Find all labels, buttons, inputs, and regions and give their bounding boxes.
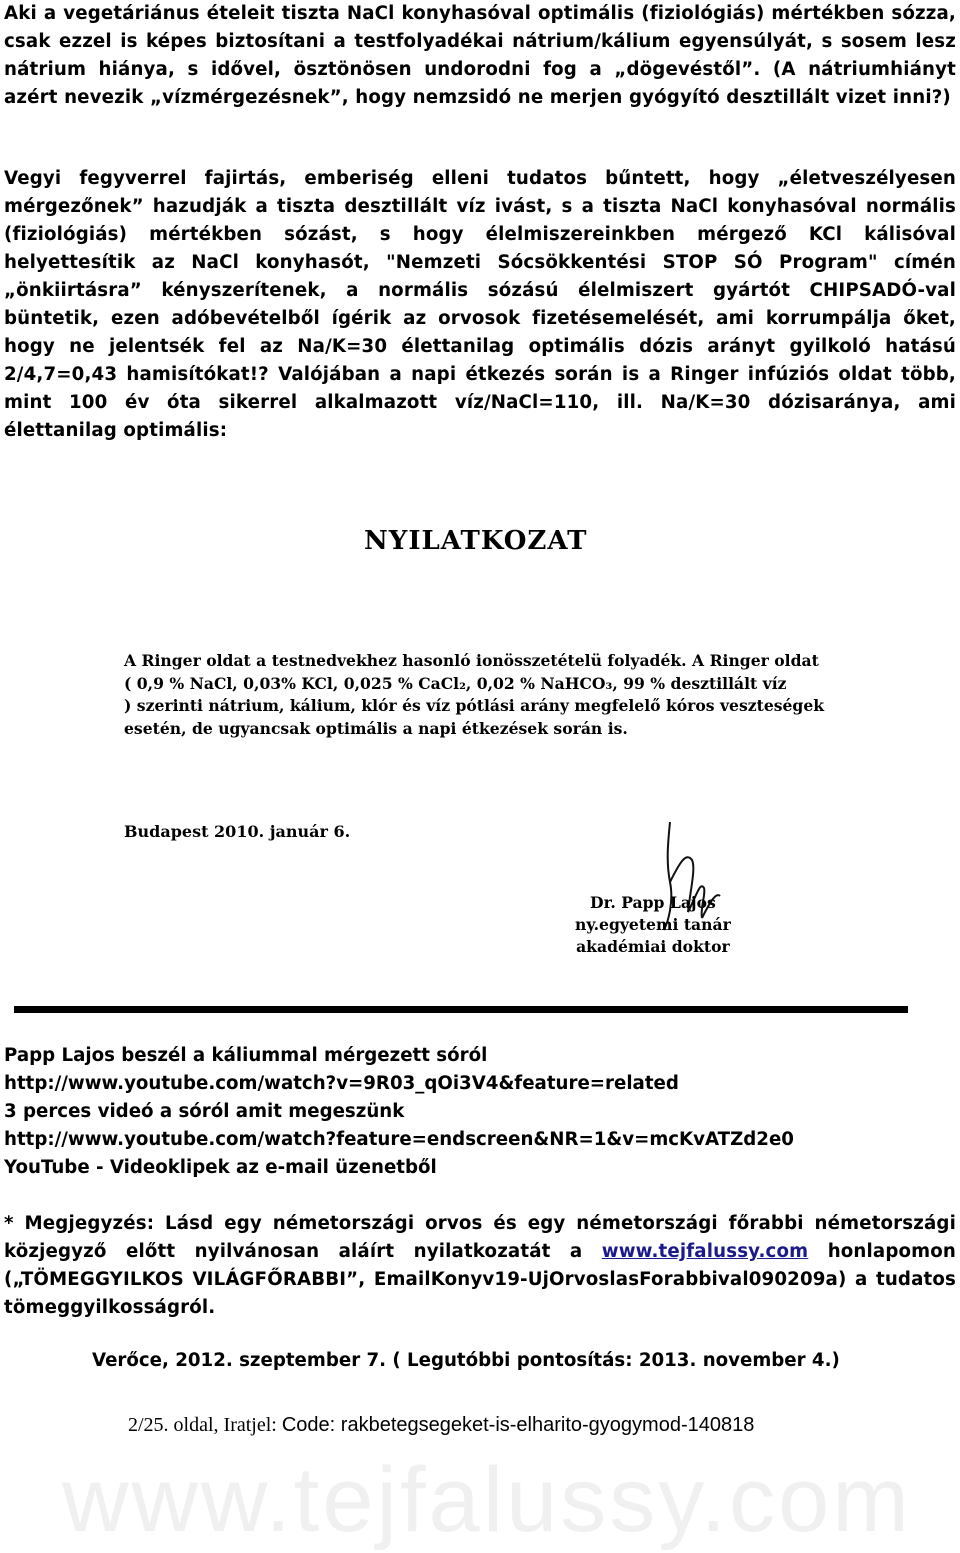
video-links (4, 1042, 956, 1182)
signer-name: Dr. Papp Lajos (590, 893, 716, 912)
video-description: Papp Lajos beszél a káliummal mérgezett sóról (4, 1045, 488, 1066)
declaration-line: ( 0,9 % NaCl, 0,03% KCl, 0,025 % CaCl₂, 0,02 % NaHCO₃, 99 % desztillált víz (124, 673, 787, 693)
video-description: 3 perces videó a sóról amit megeszünk (4, 1101, 405, 1122)
video-url[interactable]: http://www.youtube.com/watch?v=9R03_qOi3V4&feature=related (4, 1073, 679, 1094)
signer-block (575, 892, 731, 958)
note-text: * Megjegyzés: Lásd egy németországi orvos és egy németországi főrabbi németországi közjegyző előtt nyilvánosan aláírt nyilatkozatát a (4, 1213, 956, 1262)
declaration-line: esetén, de ugyancsak optimális a napi étkezések során is. (124, 718, 628, 738)
website-link[interactable]: www.tejfalussy.com (601, 1241, 809, 1262)
declaration-date: Budapest 2010. január 6. (124, 822, 351, 841)
watermark: www.tejfalussy.com (62, 1449, 912, 1551)
accusation-paragraph: Vegyi fegyverrel fajirtás, emberiség elleni tudatos bűntett, hogy „életveszélyesen mérgezőnek” hazudják a tiszta desztillált víz ivást, s a tiszta NaCl konyhasóval normális (fiziológiás) mértékben sózást, s hogy élelmiszereinkben mérgező KCl kálisóval helyettesítik az NaCl konyhasót, "Nemzeti Sócsökkentési STOP SÓ Program" címén „önkiirtásra” kényszerítenek, a normális sózású élelmiszert gyártót CHIPSADÓ-val büntetik, ezen adóbevételből ígérik az orvosok fizetésemelését, ami korrumpálja őket, hogy ne jelentsék fel az Na/K=30 élettanilag optimális dózis arányt gyilkoló hatású 2/4,7=0,43 hamisítókat!? Valójában a napi étkezés során is a Ringer infúziós oldat több, mint 100 év óta sikerrel alkalmazott víz/NaCl=110, ill. Na/K=30 dózisaránya, ami élettanilag optimális: (4, 168, 956, 441)
note-paragraph (4, 1210, 956, 1322)
horizontal-rule (14, 1006, 908, 1013)
note-text: honlapomon („TÖMEGGYILKOS VILÁGFŐRABBI”, EmailKonyv19-UjOrvoslasForabbival090209a) a tudatos tömeggyilkosságról. (4, 1241, 956, 1318)
intro-paragraph: Aki a vegetáriánus ételeit tiszta NaCl konyhasóval optimális (fiziológiás) mértékben sózza, csak ezzel is képes biztosítani a testfolyadékai nátrium/kálium egyensúlyát, s sosem lesz nátrium hiánya, s idővel, ösztönösen undorodni fog a „dögevéstől”. (A nátriumhiányt azért nevezik „vízmérgezésnek”, hogy nemzsidó ne merjen gyógyító desztillált vizet inni?) (4, 3, 956, 108)
signer-title: ny.egyetemi tanár (575, 915, 731, 934)
declaration-line: A Ringer oldat a testnedvekhez hasonló ionösszetételü folyadék. A Ringer oldat (124, 651, 819, 670)
scanned-declaration (0, 462, 960, 1017)
declaration-line: ) szerinti nátrium, kálium, klór és víz pótlási arány megfelelő kóros veszteségek (124, 696, 825, 715)
video-description: YouTube - Videoklipek az e-mail üzenetből (4, 1157, 437, 1178)
video-url[interactable]: http://www.youtube.com/watch?feature=endscreen&NR=1&v=mcKvATZd2e0 (4, 1129, 794, 1150)
signoff-line: Verőce, 2012. szeptember 7. ( Legutóbbi pontosítás: 2013. november 4.) (92, 1350, 840, 1371)
page-label: 2/25. oldal, Iratjel: (128, 1414, 282, 1436)
document-code: Code: rakbetegsegeket-is-elharito-gyogymod-140818 (281, 1414, 755, 1436)
declaration-body (124, 650, 834, 740)
declaration-title: NYILATKOZAT (364, 526, 588, 556)
page-footer (128, 1412, 754, 1437)
signer-degree: akadémiai doktor (576, 937, 730, 956)
